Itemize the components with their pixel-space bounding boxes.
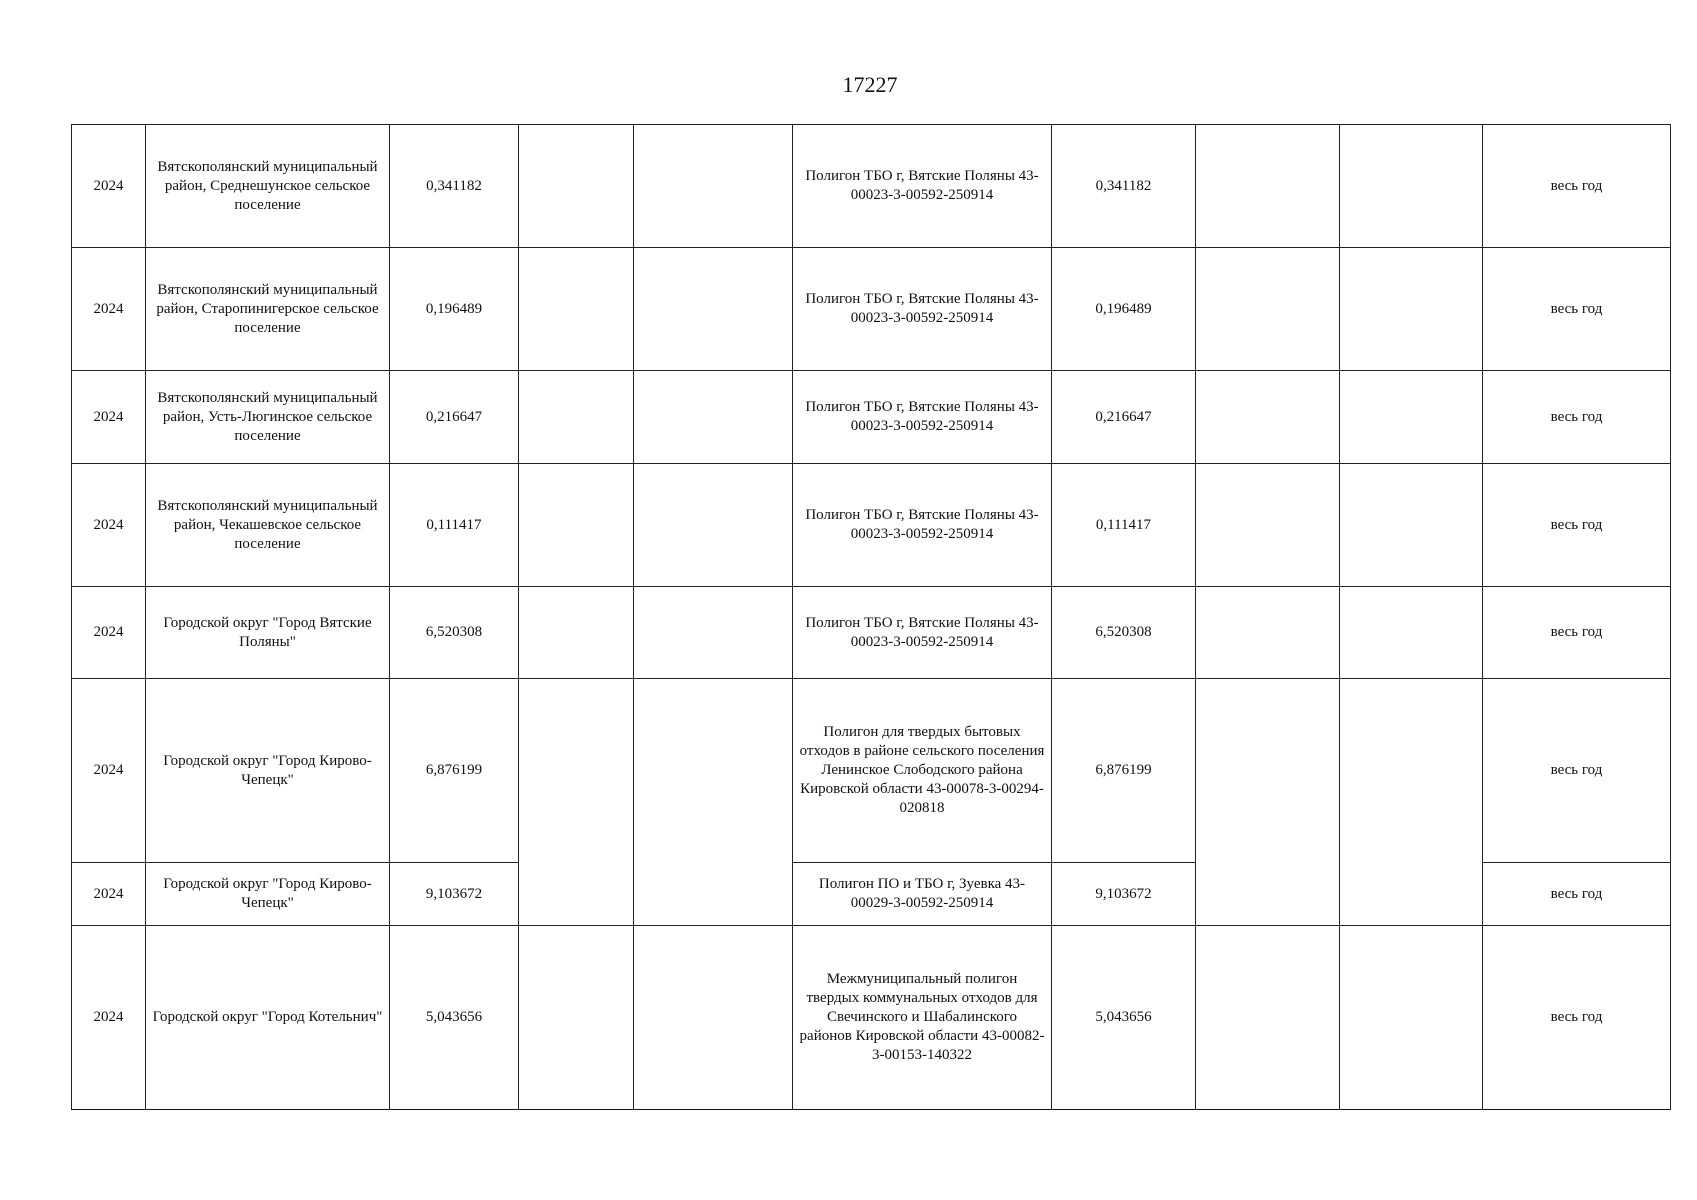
empty-cell	[1340, 125, 1483, 248]
facility-cell: Полигон для твердых бытовых отходов в районе сельского поселения Ленинское Слободского района Кировской области 43-00078-3-00294-020818	[793, 679, 1052, 863]
mass2-cell: 6,876199	[1052, 679, 1196, 863]
mass2-cell: 0,111417	[1052, 464, 1196, 587]
territory-cell: Городской округ "Город Вятские Поляны"	[146, 587, 390, 679]
period-cell: весь год	[1483, 679, 1671, 863]
empty-cell	[519, 926, 634, 1110]
empty-merged-cell	[1196, 679, 1340, 926]
year-cell: 2024	[72, 248, 146, 371]
empty-cell	[1196, 464, 1340, 587]
facility-cell: Межмуниципальный полигон твердых коммунальных отходов для Свечинского и Шабалинского районов Кировской области 43-00082-3-00153-140322	[793, 926, 1052, 1110]
table-row	[72, 926, 1671, 1110]
period-cell: весь год	[1483, 464, 1671, 587]
territory-cell: Вятскополянский муниципальный район, Чекашевское сельское поселение	[146, 464, 390, 587]
empty-cell	[1340, 371, 1483, 464]
empty-cell	[1340, 248, 1483, 371]
empty-cell	[1196, 587, 1340, 679]
year-cell: 2024	[72, 863, 146, 926]
empty-merged-cell	[634, 679, 793, 926]
mass-cell: 5,043656	[390, 926, 519, 1110]
table-row	[72, 371, 1671, 464]
table-row	[72, 587, 1671, 679]
period-cell: весь год	[1483, 248, 1671, 371]
territory-cell: Городской округ "Город Кирово-Чепецк"	[146, 863, 390, 926]
mass-cell: 0,111417	[390, 464, 519, 587]
mass2-cell: 0,216647	[1052, 371, 1196, 464]
territory-cell: Вятскополянский муниципальный район, Старопинигерское сельское поселение	[146, 248, 390, 371]
facility-cell: Полигон ТБО г, Вятские Поляны 43-00023-3-00592-250914	[793, 125, 1052, 248]
mass-cell: 0,196489	[390, 248, 519, 371]
empty-cell	[1196, 371, 1340, 464]
mass-cell: 0,216647	[390, 371, 519, 464]
territory-cell: Вятскополянский муниципальный район, Среднешунское сельское поселение	[146, 125, 390, 248]
year-cell: 2024	[72, 679, 146, 863]
empty-cell	[519, 371, 634, 464]
mass-cell: 6,520308	[390, 587, 519, 679]
facility-cell: Полигон ПО и ТБО г, Зуевка 43-00029-3-00592-250914	[793, 863, 1052, 926]
mass-cell: 0,341182	[390, 125, 519, 248]
empty-cell	[1340, 926, 1483, 1110]
facility-cell: Полигон ТБО г, Вятские Поляны 43-00023-3-00592-250914	[793, 371, 1052, 464]
mass-cell: 9,103672	[390, 863, 519, 926]
mass-cell: 6,876199	[390, 679, 519, 863]
facility-cell: Полигон ТБО г, Вятские Поляны 43-00023-3-00592-250914	[793, 248, 1052, 371]
period-cell: весь год	[1483, 587, 1671, 679]
page-number: 17227	[842, 72, 898, 97]
mass2-cell: 5,043656	[1052, 926, 1196, 1110]
empty-cell	[634, 371, 793, 464]
mass2-cell: 9,103672	[1052, 863, 1196, 926]
empty-merged-cell	[1340, 679, 1483, 926]
empty-cell	[634, 125, 793, 248]
year-cell: 2024	[72, 371, 146, 464]
empty-cell	[1340, 587, 1483, 679]
table-row	[72, 125, 1671, 248]
empty-cell	[634, 926, 793, 1110]
empty-cell	[519, 125, 634, 248]
empty-cell	[634, 464, 793, 587]
year-cell: 2024	[72, 926, 146, 1110]
territory-cell: Городской округ "Город Кирово-Чепецк"	[146, 679, 390, 863]
facility-cell: Полигон ТБО г, Вятские Поляны 43-00023-3-00592-250914	[793, 464, 1052, 587]
empty-cell	[519, 587, 634, 679]
year-cell: 2024	[72, 587, 146, 679]
empty-cell	[519, 248, 634, 371]
facility-cell: Полигон ТБО г, Вятские Поляны 43-00023-3-00592-250914	[793, 587, 1052, 679]
mass2-cell: 0,341182	[1052, 125, 1196, 248]
empty-cell	[634, 587, 793, 679]
year-cell: 2024	[72, 125, 146, 248]
empty-cell	[1196, 926, 1340, 1110]
territory-cell: Городской округ "Город Котельнич"	[146, 926, 390, 1110]
empty-merged-cell	[519, 679, 634, 926]
period-cell: весь год	[1483, 863, 1671, 926]
period-cell: весь год	[1483, 371, 1671, 464]
empty-cell	[634, 248, 793, 371]
table-row	[72, 679, 1671, 863]
year-cell: 2024	[72, 464, 146, 587]
territory-cell: Вятскополянский муниципальный район, Усть-Люгинское сельское поселение	[146, 371, 390, 464]
mass2-cell: 6,520308	[1052, 587, 1196, 679]
empty-cell	[1340, 464, 1483, 587]
empty-cell	[1196, 125, 1340, 248]
waste-table	[71, 124, 1671, 1110]
empty-cell	[1196, 248, 1340, 371]
period-cell: весь год	[1483, 926, 1671, 1110]
mass2-cell: 0,196489	[1052, 248, 1196, 371]
period-cell: весь год	[1483, 125, 1671, 248]
table-row	[72, 464, 1671, 587]
table-row	[72, 248, 1671, 371]
empty-cell	[519, 464, 634, 587]
